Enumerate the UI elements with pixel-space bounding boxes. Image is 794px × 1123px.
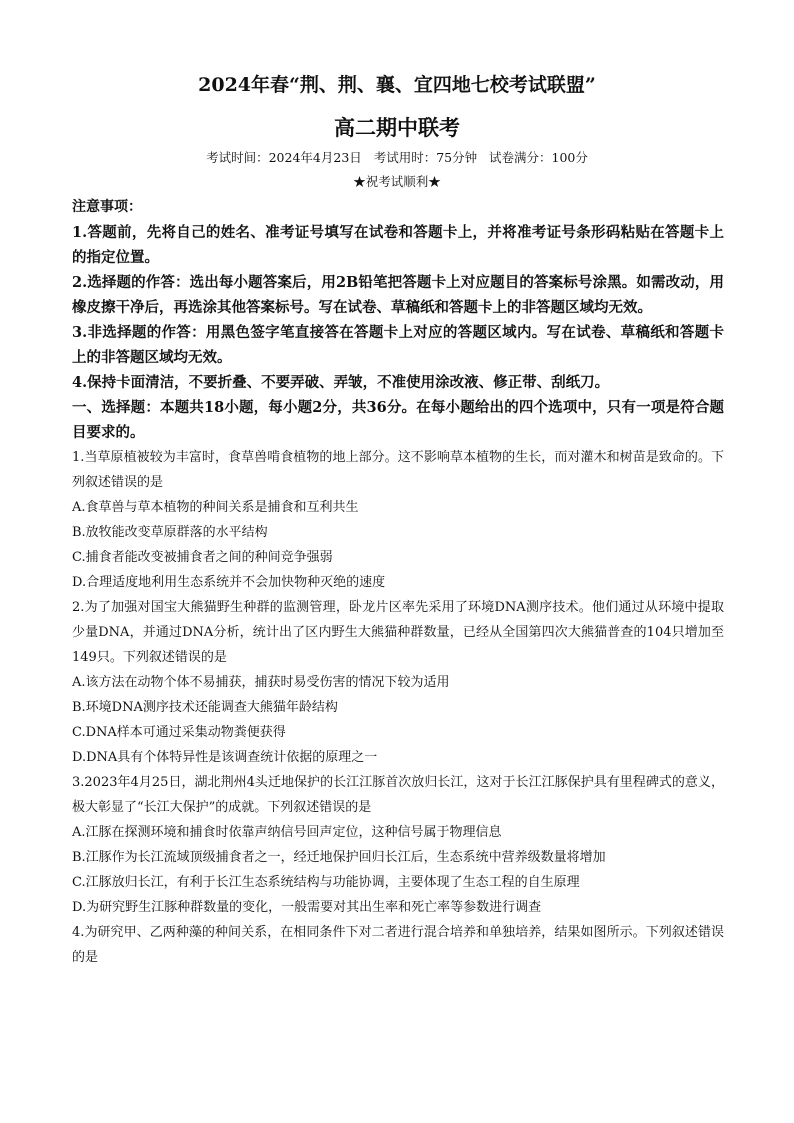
good-luck-line: ★祝考试顺利★ xyxy=(353,174,441,189)
question-option: C.江豚放归长江，有利于长江生态系统结构与功能协调，主要体现了生态工程的自生原理 xyxy=(72,875,580,890)
question-option: D.为研究野生江豚种群数量的变化，一般需要对其出生率和死亡率等参数进行调查 xyxy=(72,900,542,915)
notice-heading: 注意事项： xyxy=(72,199,142,215)
exam-subtitle: 高二期中联考 xyxy=(334,115,460,140)
exam-info: 考试时间：2024年4月23日 考试用时：75分钟 试卷满分：100分 xyxy=(206,150,588,165)
question-stem: 4.为研究甲、乙两种藻的种间关系，在相同条件下对二者进行混合培养和单独培养，结果如图所示。下列叙述错误的是 xyxy=(72,925,724,965)
section-heading: 一、选择题：本题共18小题，每小题2分，共36分。在每小题给出的四个选项中，只有一项是符合题目要求的。 xyxy=(72,399,724,441)
question-option: A.江豚在探测环境和捕食时依靠声纳信号回声定位，这种信号属于物理信息 xyxy=(72,825,502,840)
question-option: A.食草兽与草本植物的种间关系是捕食和互利共生 xyxy=(72,500,359,515)
question-option: A.该方法在动物个体不易捕获，捕获时易受伤害的情况下较为适用 xyxy=(72,675,450,690)
question-stem: 3.2023年4月25日，湖北荆州4头迁地保护的长江江豚首次放归长江，这对于长江江豚保护具有里程碑式的意义，极大彰显了“长江大保护”的成就。下列叙述错误的是 xyxy=(72,775,724,815)
notice-item: 1.答题前，先将自己的姓名、准考证号填写在试卷和答题卡上，并将准考证号条形码粘贴在答题卡上的指定位置。 xyxy=(72,224,724,266)
exam-title: 2024年春“荆、荆、襄、宜四地七校考试联盟” xyxy=(198,74,596,96)
question-option: D.DNA具有个体特异性是该调查统计依据的原理之一 xyxy=(72,750,378,765)
notice-item: 2.选择题的作答：选出每小题答案后，用2B铅笔把答题卡上对应题目的答案标号涂黑。如需改动，用橡皮擦干净后，再选涂其他答案标号。写在试卷、草稿纸和答题卡上的非答题区域均无效。 xyxy=(72,274,724,316)
question-stem: 2.为了加强对国宝大熊猫野生种群的监测管理，卧龙片区率先采用了环境DNA测序技术。他们通过从环境中提取少量DNA，并通过DNA分析，统计出了区内野生大熊猫种群数量，已经从全国第四次大熊猫普查的104只增加至149只。下列叙述错误的是 xyxy=(72,600,724,665)
notice-item: 4.保持卡面清洁，不要折叠、不要弄破、弄皱，不准使用涂改液、修正带、刮纸刀。 xyxy=(72,374,610,391)
notice-item: 3.非选择题的作答：用黑色签字笔直接答在答题卡上对应的答题区域内。写在试卷、草稿纸和答题卡上的非答题区域均无效。 xyxy=(72,324,724,366)
question-option: C.DNA样本可通过采集动物粪便获得 xyxy=(72,725,286,740)
exam-body xyxy=(72,196,724,970)
question-option: C.捕食者能改变被捕食者之间的种间竞争强弱 xyxy=(72,550,333,565)
question-stem: 1.当草原植被较为丰富时，食草兽啃食植物的地上部分。这不影响草本植物的生长，而对灌木和树苗是致命的。下列叙述错误的是 xyxy=(72,450,724,490)
question-option: D.合理适度地利用生态系统并不会加快物种灭绝的速度 xyxy=(72,575,386,590)
question-option: B.江豚作为长江流域顶级捕食者之一，经迁地保护回归长江后，生态系统中营养级数量将增加 xyxy=(72,850,606,865)
question-option: B.环境DNA测序技术还能调查大熊猫年龄结构 xyxy=(72,700,338,715)
question-option: B.放牧能改变草原群落的水平结构 xyxy=(72,525,268,540)
